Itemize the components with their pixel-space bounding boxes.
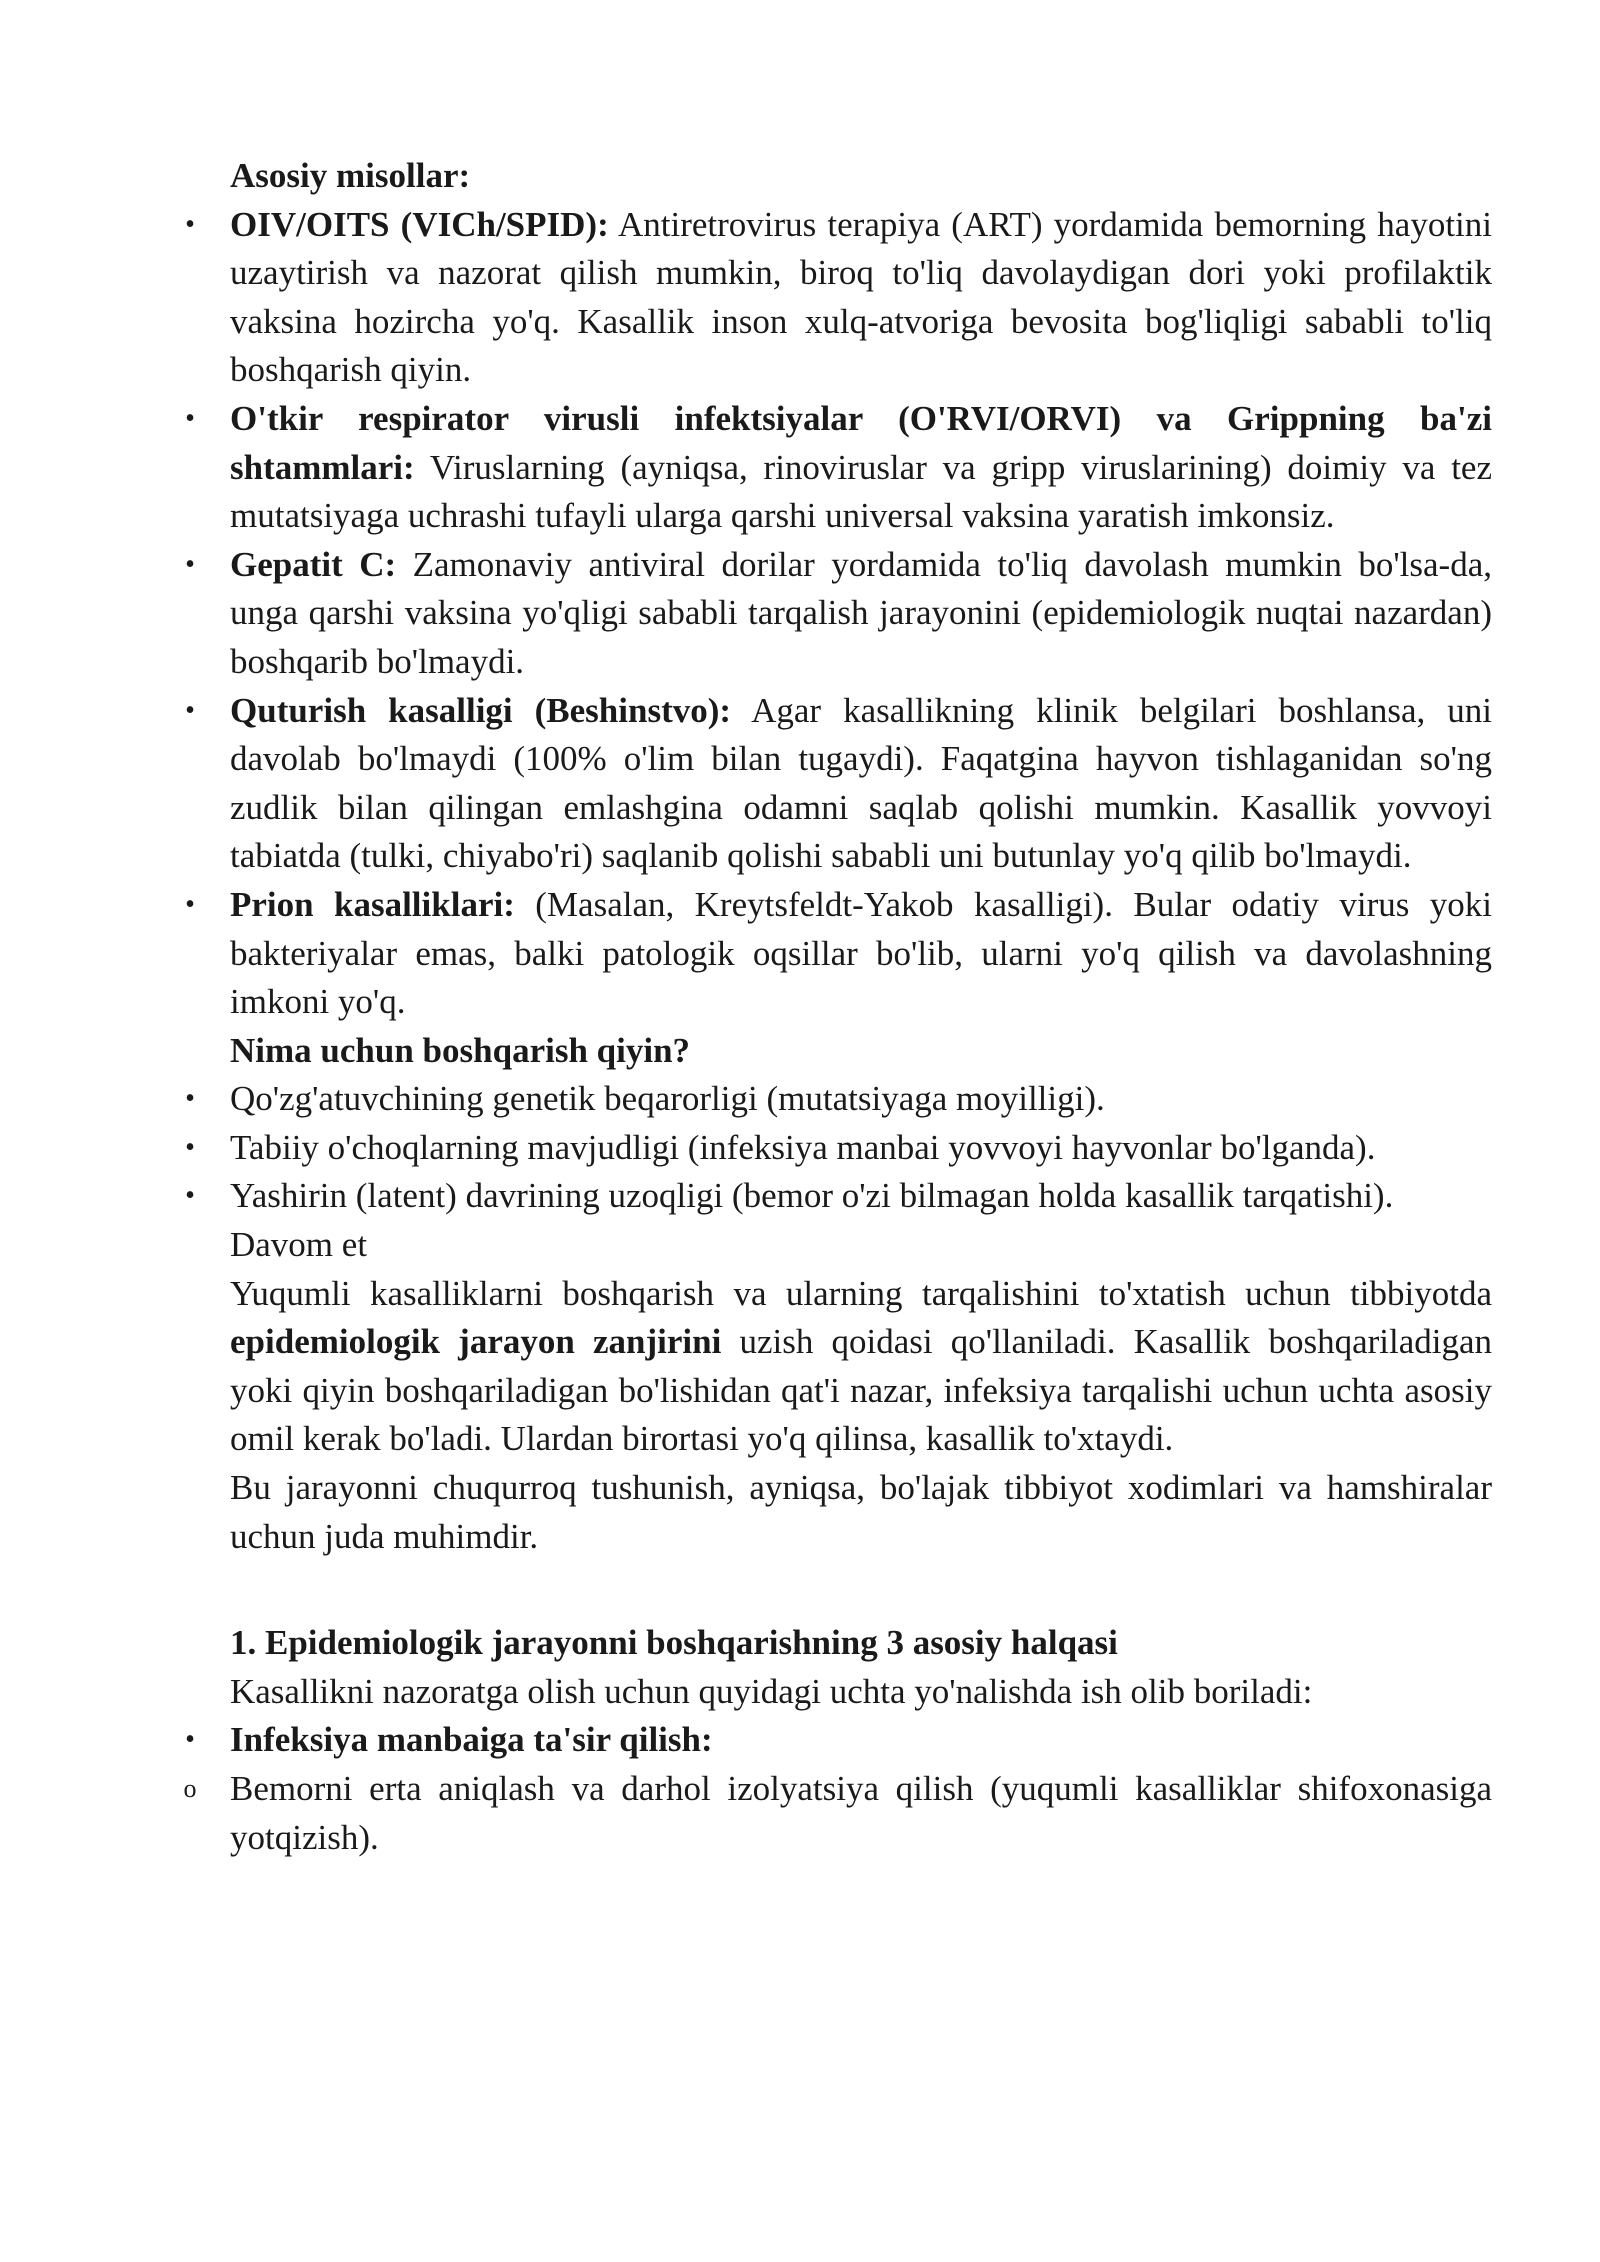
reason-text: Qo'zg'atuvchining genetik beqarorligi (mutatsiyaga moyilligi). — [230, 1079, 1105, 1119]
spacer — [230, 1561, 1492, 1619]
paragraph-chain — [230, 1270, 1492, 1464]
example-term: OIV/OITS (VICh/SPID): — [230, 204, 609, 244]
example-term: Prion kasalliklari: — [230, 884, 515, 924]
list-item — [185, 1172, 1492, 1221]
list-item — [185, 881, 1493, 1027]
example-text: Agar kasallikning klinik belgilari boshlansa, uni davolab bo'lmaydi (100% o'lim bilan tugaydi). Faqatgina hayvon tishlaganidan so'ng zudlik bilan qilingan emlashgina odamni saqlab qolishi mumkin. Kasallik yovvoyi tabiatda (tulki, chiyabo'ri) saqlanib qolishi sababli uni butunlay yo'q qilib bo'lmaydi. — [230, 690, 1492, 876]
examples-list — [185, 201, 1493, 1027]
list-item — [185, 395, 1492, 541]
heading-why: Nima uchun boshqarish qiyin? — [230, 1030, 691, 1070]
sub-item-text: Bemorni erta aniqlash va darhol izolyatsiya qilish (yuqumli kasalliklar shifoxonasiga yotqizish). — [230, 1769, 1492, 1857]
example-text: Zamonaviy antiviral dorilar yordamida to'liq davolash mumkin bo'lsa-da, unga qarshi vaksina yo'qligi sababli tarqalish jarayonini (epidemiologik nuqtai nazardan) boshqarib bo'lmaydi. — [230, 544, 1492, 681]
sub-list-item — [183, 1765, 1492, 1862]
example-text: Antiretrovirus terapiya (ART) yordamida bemorning hayotini uzaytirish va nazorat qilish mumkin, biroq to'liq davolaydigan dori yoki profilaktik vaksina hozircha yo'q. Kasallik inson xulq-atvoriga bevosita bog'liqligi sababli to'liq boshqarish qiyin. — [230, 204, 1492, 390]
example-term: Quturish kasalligi (Beshinstvo): — [230, 690, 732, 730]
section-title: 1. Epidemiologik jarayonni boshqarishning 3 asosiy halqasi — [230, 1623, 1118, 1663]
example-term: Gepatit C: — [230, 544, 397, 584]
bullet-icon: • — [185, 1131, 195, 1163]
list-item — [185, 687, 1492, 881]
list-item — [185, 541, 1492, 687]
bullet-icon: • — [185, 1724, 195, 1756]
circle-bullet-icon: o — [183, 1774, 197, 1803]
list-item — [185, 1716, 1492, 1765]
bullet-icon: • — [185, 1180, 195, 1212]
example-term: O'tkir respirator virusli infektsiyalar (O'RVI/ORVI) va Grippning ba'zi shtammlari: — [230, 398, 1492, 487]
bullet-icon: • — [185, 888, 195, 920]
para1-before: Yuqumli kasalliklarni boshqarish va ularning tarqalishini to'xtatish uchun tibbiyotda — [230, 1273, 1492, 1313]
list-item — [185, 201, 1492, 395]
bullet-icon: • — [185, 548, 195, 580]
list-item — [185, 1124, 1492, 1173]
subsection-title: Infeksiya manbaiga ta'sir qilish: — [230, 1720, 713, 1760]
section-intro: Kasallikni nazoratga olish uchun quyidagi uchta yo'nalishda ish olib boriladi: — [230, 1671, 1313, 1711]
para1-bold: epidemiologik jarayon zanjirini — [230, 1322, 722, 1362]
example-text: (Masalan, Kreytsfeldt-Yakob kasalligi). Bular odatiy virus yoki bakteriyalar emas, balki patologik oqsillar bo'lib, ularni yo'q qilish va davolashning imkoni yo'q. — [230, 884, 1493, 1022]
example-text: Viruslarning (ayniqsa, rinoviruslar va gripp viruslarining) doimiy va tez mutatsiyaga uchrashi tufayli ularga qarshi universal vaksina yaratish imkonsiz. — [230, 447, 1492, 536]
bullet-icon: • — [185, 694, 195, 726]
reason-text: Tabiiy o'choqlarning mavjudligi (infeksiya manbai yovvoyi hayvonlar bo'lganda). — [230, 1127, 1376, 1167]
continue-label: Davom et — [230, 1225, 368, 1265]
bullet-icon: • — [185, 208, 195, 240]
list-item — [185, 1075, 1492, 1124]
reasons-list — [185, 1075, 1492, 1221]
heading-examples: Asosiy misollar: — [230, 156, 471, 195]
bullet-icon: • — [185, 402, 195, 434]
document-page — [183, 152, 1493, 1862]
paragraph-importance: Bu jarayonni chuqurroq tushunish, ayniqsa, bo'lajak tibbiyot xodimlari va hamshiralar uchun juda muhimdir. — [230, 1468, 1492, 1556]
reason-text: Yashirin (latent) davrining uzoqligi (bemor o'zi bilmagan holda kasallik tarqatishi). — [230, 1176, 1394, 1216]
bullet-icon: • — [185, 1083, 195, 1115]
para1-after: uzish qoidasi qo'llaniladi. Kasallik boshqariladigan yoki qiyin boshqariladigan bo'lishidan qat'i nazar, infeksiya tarqalishi uchun uchta asosiy omil kerak bo'ladi. Ulardan birortasi yo'q qilinsa, kasallik to'xtaydi. — [230, 1322, 1493, 1459]
